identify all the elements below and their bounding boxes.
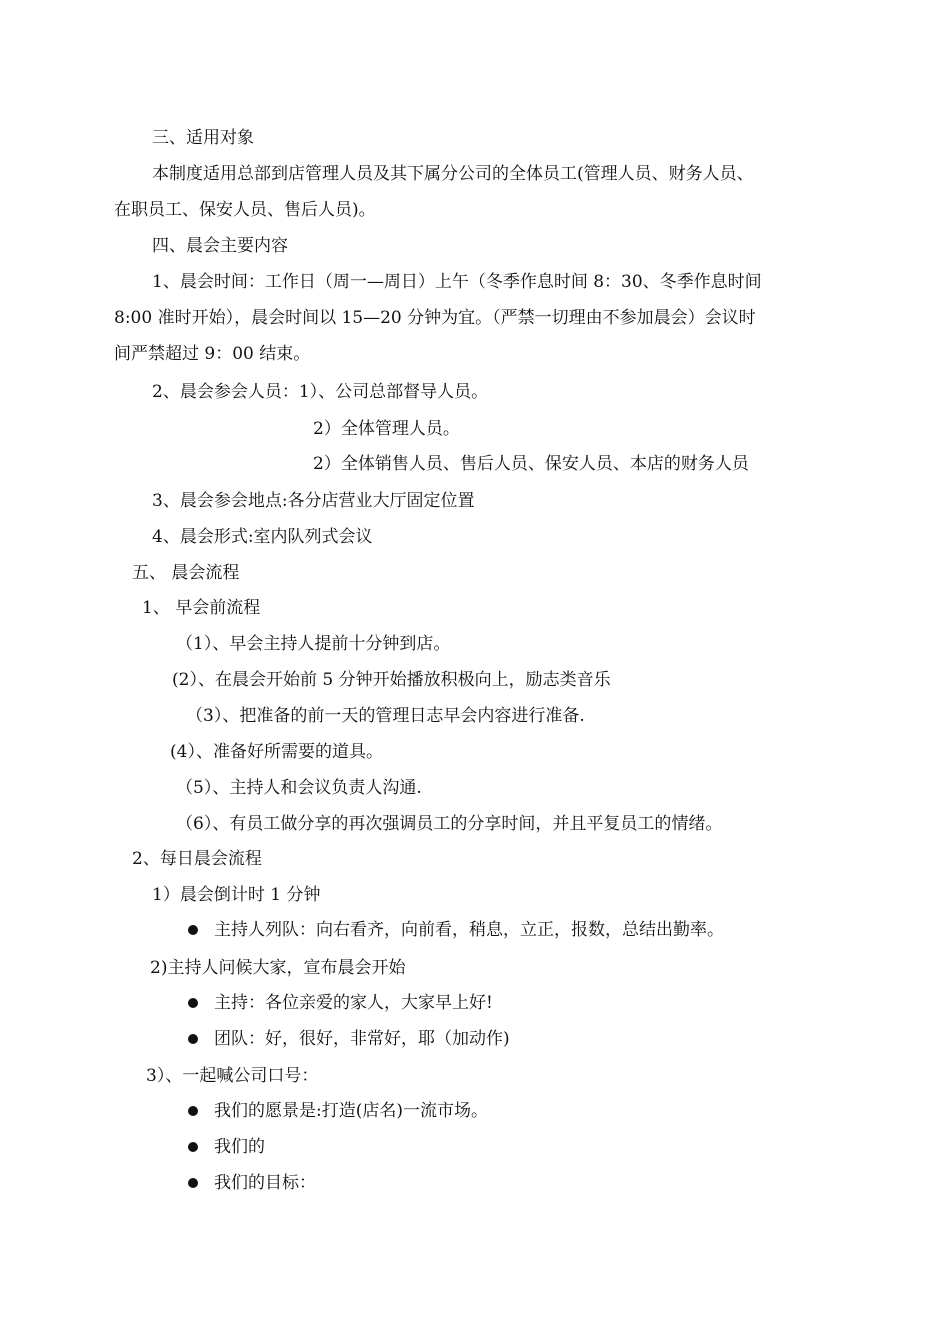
section4-item4: 4、晨会形式:室内队列式会议 — [152, 527, 373, 547]
daily-step1-bullet1: 主持人列队：向右看齐，向前看，稍息，立正，报数，总结出勤率。 — [214, 920, 724, 940]
section5-heading: 五、 晨会流程 — [132, 563, 240, 583]
section4-item1-line2: 8:00 准时开始），晨会时间以 15—20 分钟为宜。（严禁一切理由不参加晨会）会议时 — [114, 308, 756, 328]
bullet-icon — [188, 1178, 198, 1188]
bullet-icon — [188, 925, 198, 935]
section4-item1-line3: 间严禁超过 9：00 结束。 — [114, 344, 311, 364]
bullet-icon — [188, 1106, 198, 1116]
pre-meeting-step: （1）、早会主持人提前十分钟到店。 — [176, 634, 451, 654]
section4-item3: 3、晨会参会地点:各分店营业大厅固定位置 — [152, 491, 475, 511]
daily-step1: 1）晨会倒计时 1 分钟 — [152, 885, 321, 905]
section4-item2-line2: 2）全体管理人员。 — [313, 419, 460, 439]
daily-step2: 2)主持人问候大家，宣布晨会开始 — [150, 958, 406, 978]
section3-heading: 三、适用对象 — [152, 128, 254, 148]
daily-step2-bullet1: 主持：各位亲爱的家人，大家早上好! — [214, 993, 493, 1013]
daily-step3-bullet3: 我们的目标： — [214, 1173, 316, 1193]
daily-step2-bullet2: 团队：好，很好，非常好，耶（加动作) — [214, 1029, 510, 1049]
section4-item2-line1: 2、晨会参会人员：1）、公司总部督导人员。 — [152, 382, 489, 402]
bullet-icon — [188, 998, 198, 1008]
pre-meeting-step: （5）、主持人和会议负责人沟通. — [176, 778, 422, 798]
section5-sub2-heading: 2、每日晨会流程 — [132, 849, 262, 869]
daily-step3: 3）、一起喊公司口号： — [146, 1066, 319, 1086]
section5-sub1-heading: 1、 早会前流程 — [142, 598, 261, 618]
section3-body-line1: 本制度适用总部到店管理人员及其下属分公司的全体员工(管理人员、财务人员、 — [152, 164, 754, 184]
pre-meeting-step: （3）、把准备的前一天的管理日志早会内容进行准备. — [186, 706, 585, 726]
daily-step3-bullet2: 我们的 — [214, 1137, 265, 1157]
pre-meeting-step: (4）、准备好所需要的道具。 — [170, 742, 383, 762]
section4-item2-line3: 2）全体销售人员、售后人员、保安人员、本店的财务人员 — [313, 454, 749, 474]
daily-step3-bullet1: 我们的愿景是:打造(店名)一流市场。 — [214, 1101, 488, 1121]
bullet-icon — [188, 1034, 198, 1044]
section3-body-line2: 在职员工、保安人员、售后人员)。 — [114, 200, 376, 220]
section4-item1-line1: 1、晨会时间：工作日（周一—周日）上午（冬季作息时间 8：30、冬季作息时间 — [152, 272, 762, 292]
bullet-icon — [188, 1142, 198, 1152]
pre-meeting-step: （6）、有员工做分享的再次强调员工的分享时间，并且平复员工的情绪。 — [176, 814, 723, 834]
pre-meeting-step: (2）、在晨会开始前 5 分钟开始播放积极向上，励志类音乐 — [172, 670, 611, 690]
section4-heading: 四、晨会主要内容 — [152, 236, 288, 256]
